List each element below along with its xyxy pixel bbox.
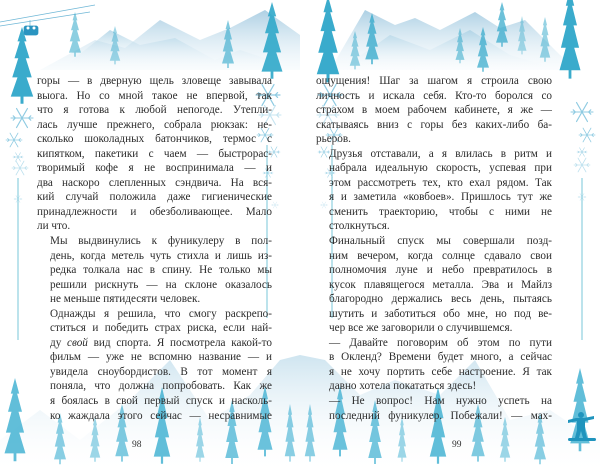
text-line: творимый кофе я не воспринимала — и [37,162,272,175]
text-line: ощущения! Шаг за шагом я строила свою [316,75,552,87]
text-line: кипятком, пакетики с чаем — быстрорас- [37,147,272,160]
text-line: набрала идеальную скорость, успевая при [329,162,552,175]
paragraph [37,234,272,307]
text-line: не меньше пятидесяти человек. [50,293,201,306]
right-page [300,0,600,475]
text-line: поняла, что должна попробовать. Как же [50,380,272,393]
text-line: благородно держались весь день, пытаясь [329,293,552,306]
text-line: чер все же заговорили о случившемся. [329,322,513,335]
text-line: горы — в дверную щель зловеще завывала [37,75,272,87]
text-line: выога. Но со мной такое не впервой, так [37,89,272,102]
ski-lift-chair-icon [0,5,95,35]
text-line: ститься и победить страх риска, если най- [50,322,272,335]
page-number: 98 [132,440,142,450]
text-line: лась лучше прежнего, собрала рюкзак: не- [37,118,272,131]
text-line: — Давайте поговорим об этом по пути [329,336,552,349]
paragraph [316,74,552,147]
text-line: рьеров. [316,133,351,146]
snowflake-icon [6,108,33,202]
text-line: я и заметила «ковбоев». Пришлось тут же [329,191,552,204]
text-line: редка толкала нас в спину. Не только мы [50,264,272,277]
text-line: что я готова к любой непогоде. Утепли- [37,104,272,117]
text-line: принадлежности и обезболивающее. Мало [37,205,272,218]
page-number: 99 [452,440,462,450]
text-line: последний фуникулер. Побежали! — мах- [329,409,552,422]
text-line: сколько шоколадных батончиков, термос с [37,133,272,146]
text-line: полномочия луне и небо превратилось в [329,264,552,277]
text-line: ним вечером, когда солнце сдавало свои [329,249,552,262]
italic-emphasis: свой [67,336,88,349]
text-line: день, когда метель чуть стихла и лишь из- [50,249,272,262]
text-line: два наскоро слепленных сэндвича. На вся- [37,176,272,189]
text-line: в Окленд? Времени будет много, а сейчас [329,351,552,364]
text-line: скатываясь вниз с горы без каких-либо ба- [316,118,552,131]
text-line: фильм — уже не вспомню название — и [50,351,272,364]
text-line: Однажды я решила, что смогу раскрепо- [50,307,272,320]
paragraph [316,336,552,394]
snowflake-icon [571,102,595,200]
right-page-text [316,74,552,423]
text-line: решили рискнуть — на склоне оказалось [50,278,272,291]
text-line: я не хочу портить себе настроение. Я так [329,365,552,378]
text-line: ли что. [37,220,71,233]
text-line: сменить траекторию, чтобы с ними не [329,205,552,218]
text-line: Мы выдвинулись к фуникулеру в пол- [50,235,272,248]
text-line-with-italic: ду свой вид спорта. Я посмотрела какой-то [50,336,272,349]
text-line: кий случай положила даже гигиенические [37,191,272,204]
left-page-text [37,74,272,423]
text-line: давно хотела покататься здесь! [329,380,477,393]
text-line: Друзья отставали, а я влилась в ритм и [329,147,552,160]
paragraph [37,74,272,234]
text-line: этом рассмотреть тех, кто ехал рядом. Так [329,176,552,189]
text-line: я боялась в свой первый спуск и насколь- [50,395,272,408]
text-line: увидела сноубордистов. В тот момент я [50,365,272,378]
paragraph [37,307,272,423]
paragraph [316,394,552,423]
paragraph [316,147,552,234]
text-line: шутить и заботиться обо мне, но под ве- [329,307,552,320]
text-line: личность и искала себя. Кто-то боролся со [316,89,552,102]
text-line: — Не вопрос! Нам нужно успеть на [329,395,552,408]
text-line: ко жаждала этого сейчас — несравнимые [50,409,272,422]
text-line: кусок плавящегося металла. Эва и Майлз [329,278,552,291]
text-line: страхом в моем рабочем кабинете, я же — [316,104,552,117]
paragraph [316,234,552,336]
text-line: столкнуться. [329,220,390,233]
text-line: Финальный спуск мы совершали позд- [329,235,552,248]
